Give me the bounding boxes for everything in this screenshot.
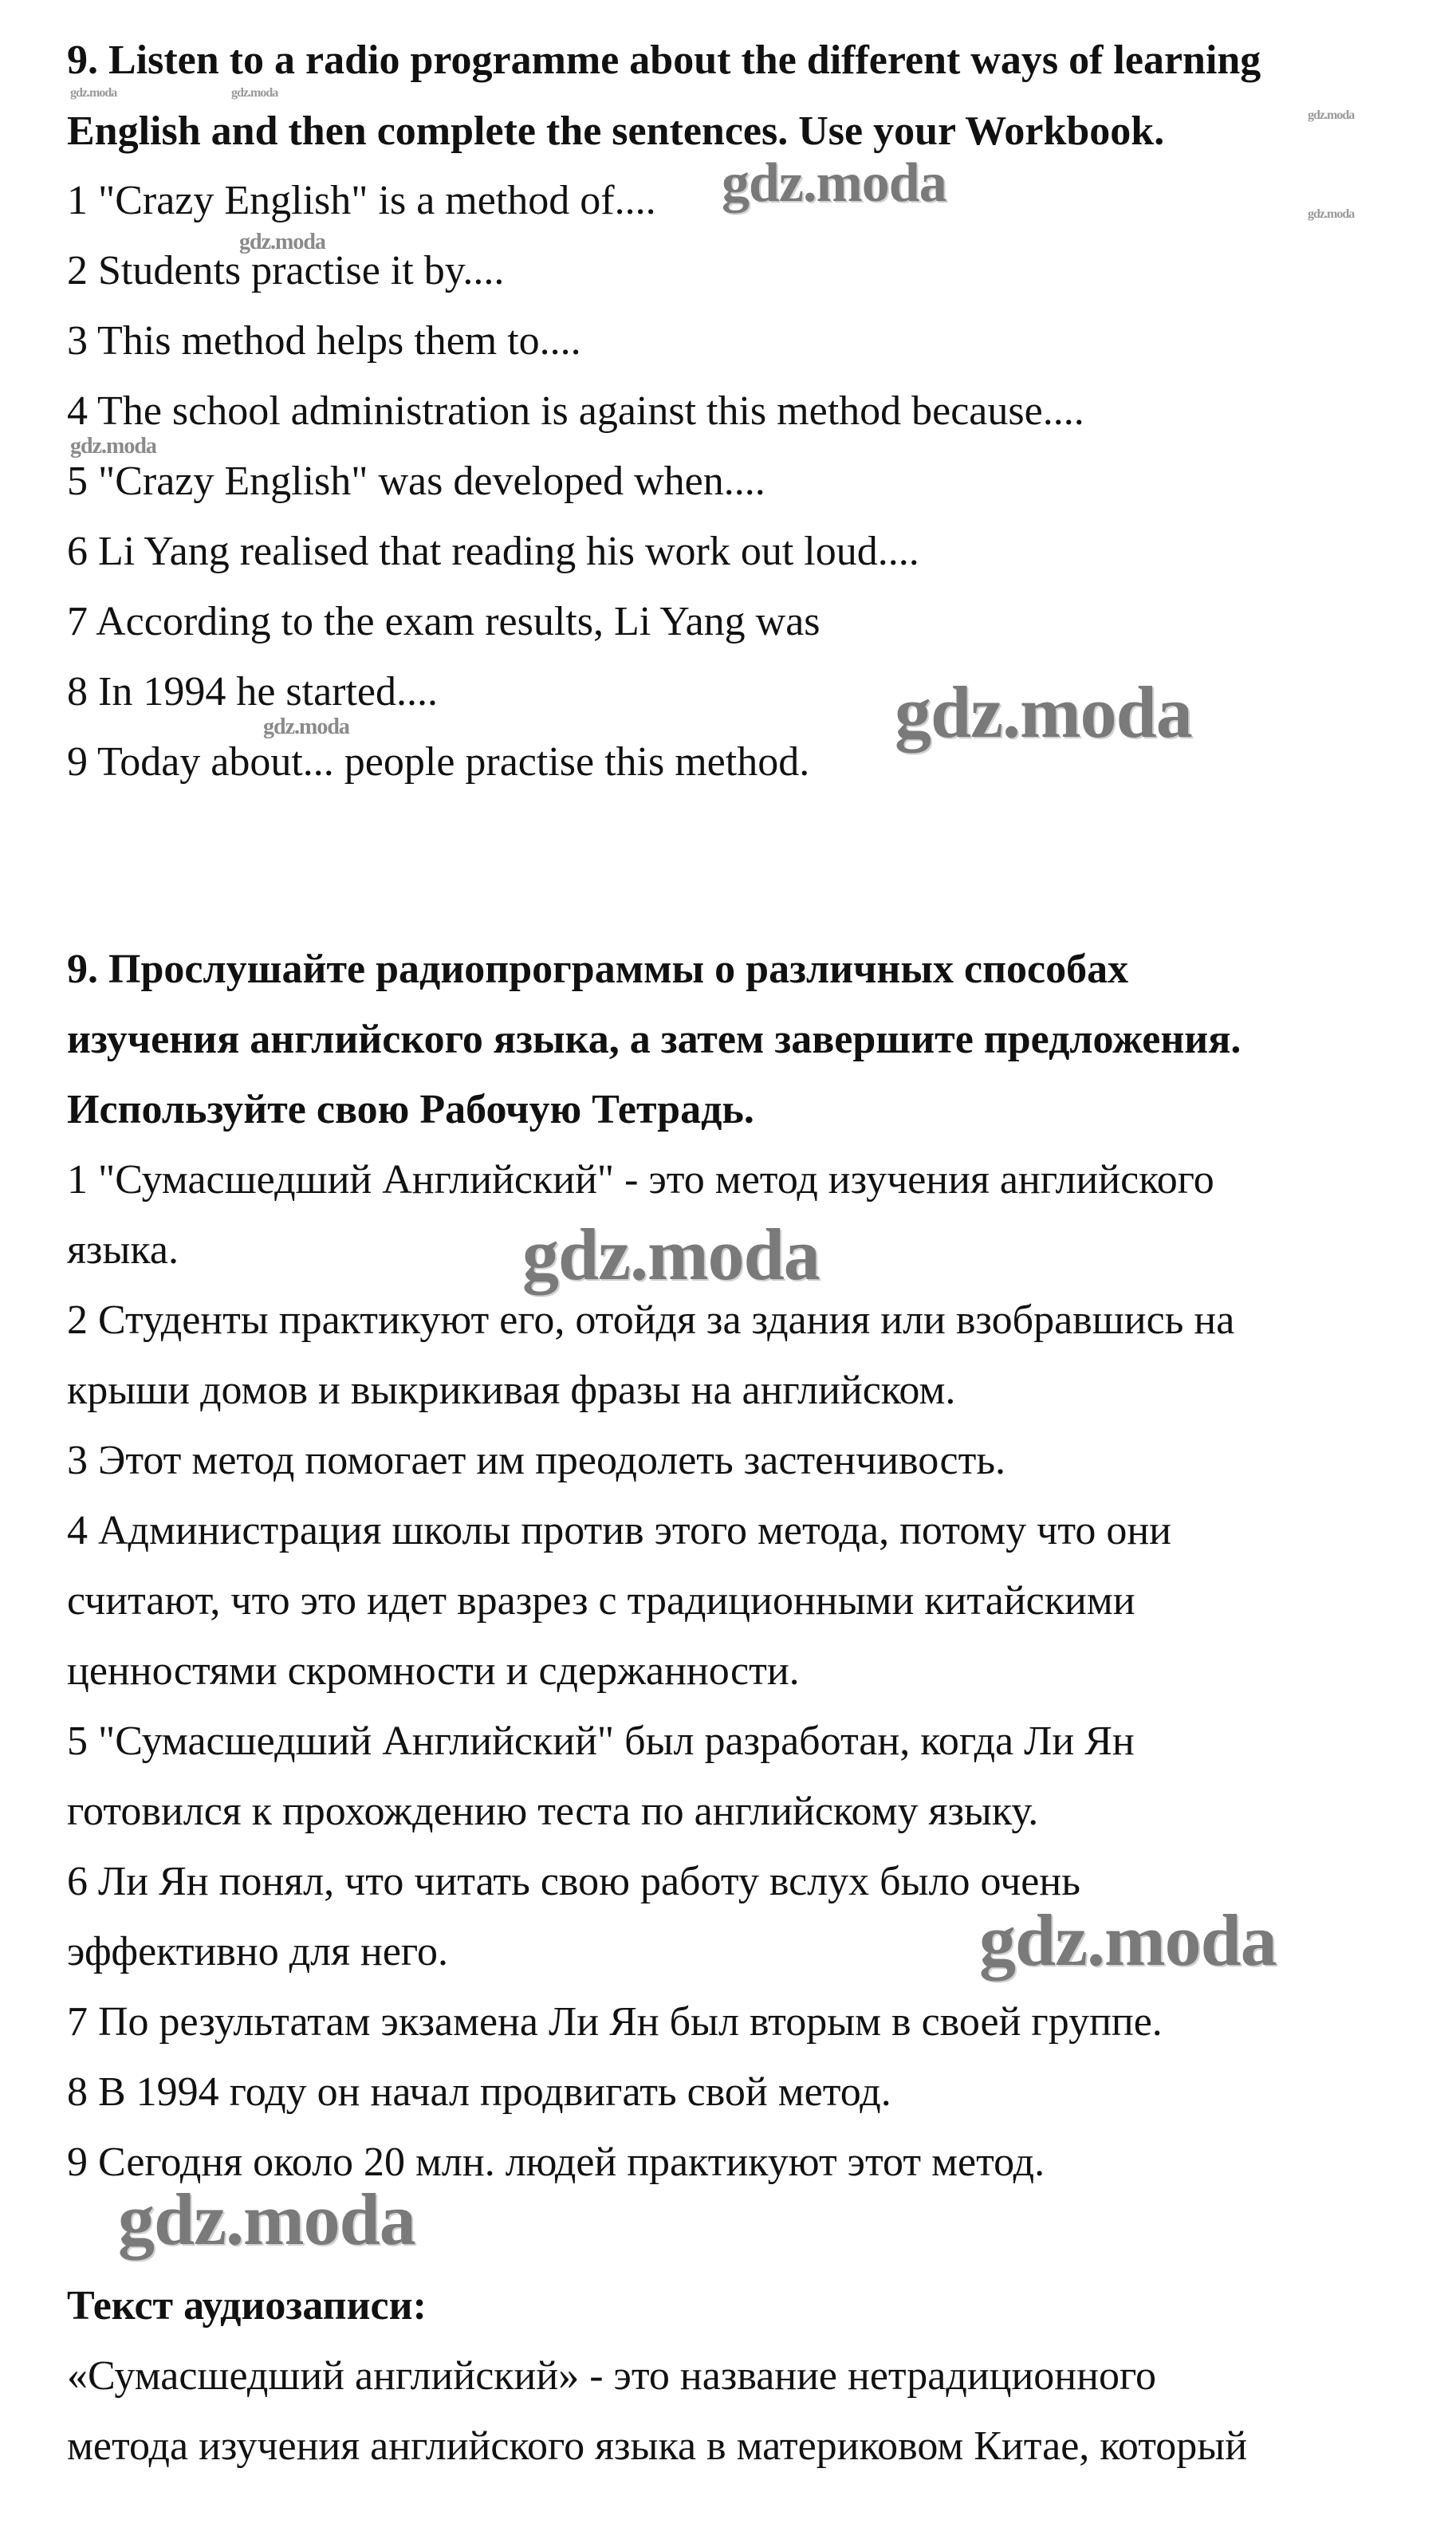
answer-line-ru: 3 Этот метод помогает им преодолеть застенчивость. (67, 1438, 1006, 1483)
answer-line-ru: языка. (67, 1227, 179, 1273)
answer-line-ru: ценностями скромности и сдержанности. (67, 1648, 800, 1694)
answer-line-ru: 9 Сегодня около 20 млн. людей практикуют этот метод. (67, 2140, 1045, 2185)
exercise-heading-en-line2: English and then complete the sentences. Use your Workbook. (67, 108, 1165, 154)
watermark-logo: gdz.moda (1308, 207, 1355, 221)
answer-line-ru: эффективно для него. (67, 1929, 448, 1974)
exercise-item-en: 7 According to the exam results, Li Yang was (67, 599, 820, 644)
watermark-logo: gdz.moda (522, 1214, 820, 1295)
watermark-logo: gdz.moda (239, 230, 325, 254)
watermark-logo: gdz.moda (722, 152, 946, 214)
exercise-heading-en-line1: 9. Listen to a radio programme about the different ways of learning (67, 37, 1261, 83)
watermark-logo: gdz.moda (979, 1899, 1277, 1981)
exercise-item-en: 3 This method helps them to.... (67, 318, 581, 364)
watermark-logo: gdz.moda (895, 671, 1192, 753)
answer-line-ru: крыши домов и выкрикивая фразы на английском. (67, 1368, 956, 1413)
answer-line-ru: готовился к прохождению теста по английскому языку. (67, 1789, 1039, 1834)
exercise-item-en: 1 "Crazy English" is a method of.... (67, 178, 656, 223)
exercise-heading-ru-line2: изучения английского языка, а затем завершите предложения. (67, 1017, 1242, 1062)
answer-line-ru: 5 "Сумасшедший Английский" был разработан, когда Ли Ян (67, 1718, 1135, 1764)
audio-line: метода изучения английского языка в материковом Китае, который (67, 2423, 1248, 2469)
answer-line-ru: 2 Студенты практикуют его, отойдя за здания или взобравшись на (67, 1297, 1235, 1343)
audio-heading: Текст аудиозаписи: (67, 2283, 427, 2329)
watermark-logo: gdz.moda (263, 714, 349, 739)
watermark-logo: gdz.moda (231, 86, 278, 100)
answer-line-ru: считают, что это идет вразрез с традиционными китайскими (67, 1578, 1135, 1624)
exercise-item-en: 4 The school administration is against this method because.... (67, 388, 1084, 434)
exercise-item-en: 6 Li Yang realised that reading his work out loud.... (67, 529, 919, 574)
answer-line-ru: 8 В 1994 году он начал продвигать свой метод. (67, 2069, 891, 2115)
answer-line-ru: 4 Администрация школы против этого метода, потому что они (67, 1508, 1172, 1553)
exercise-item-en: 8 In 1994 he started.... (67, 669, 439, 714)
exercise-heading-ru-line3: Используйте свою Рабочую Тетрадь. (67, 1087, 754, 1132)
exercise-heading-ru-line1: 9. Прослушайте радиопрограммы о различных способах (67, 947, 1129, 992)
audio-line: «Сумасшедший английский» - это название нетрадиционного (67, 2353, 1156, 2399)
watermark-logo: gdz.moda (70, 86, 117, 100)
answer-line-ru: 7 По результатам экзамена Ли Ян был вторым в своей группе. (67, 1999, 1163, 2045)
exercise-item-en: 2 Students practise it by.... (67, 248, 505, 293)
answer-line-ru: 6 Ли Ян понял, что читать свою работу вслух было очень (67, 1859, 1080, 1904)
watermark-logo: gdz.moda (70, 434, 156, 459)
watermark-logo: gdz.moda (1308, 108, 1355, 122)
exercise-item-en: 5 "Crazy English" was developed when.... (67, 459, 765, 504)
watermark-logo: gdz.moda (118, 2179, 415, 2260)
exercise-item-en: 9 Today about... people practise this method. (67, 739, 810, 785)
answer-line-ru: 1 "Сумасшедший Английский" - это метод изучения английского (67, 1157, 1214, 1203)
